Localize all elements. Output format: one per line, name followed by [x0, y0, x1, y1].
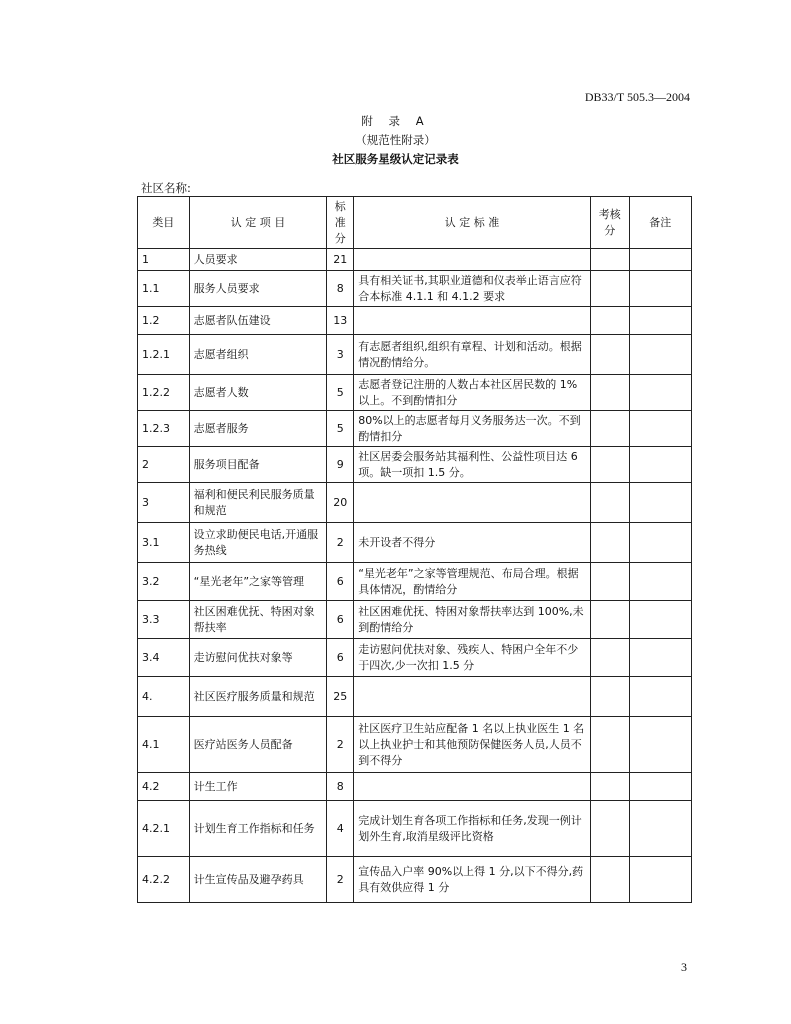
- standard-cell: 具有相关证书,其职业道德和仪表举止语言应符合本标准 4.1.1 和 4.1.2 要求: [354, 271, 591, 307]
- standard-cell: 社区居委会服务站其福利性、公益性项目达 6 项。缺一项扣 1.5 分。: [354, 447, 591, 483]
- category-cell: 3.3: [138, 601, 190, 639]
- score-cell: 2: [327, 523, 354, 563]
- table-row: [138, 801, 692, 857]
- category-cell: 4.2.1: [138, 801, 190, 857]
- form-title: 社区服务星级认定记录表: [332, 152, 459, 166]
- record-table: [137, 196, 692, 903]
- page-number: 3: [681, 960, 687, 974]
- note-cell: [629, 411, 691, 447]
- note-cell: [629, 447, 691, 483]
- exam-score-cell: [590, 375, 629, 411]
- header-row: [138, 197, 692, 249]
- score-cell: 4: [327, 801, 354, 857]
- item-cell: 走访慰问优扶对象等: [189, 639, 327, 677]
- header-score: 标准分: [327, 197, 354, 249]
- table-row: [138, 375, 692, 411]
- standard-cell: 志愿者登记注册的人数占本社区居民数的 1%以上。不到酌情扣分: [354, 375, 591, 411]
- category-cell: 3.4: [138, 639, 190, 677]
- item-cell: 服务项目配备: [189, 447, 327, 483]
- note-cell: [629, 307, 691, 335]
- note-cell: [629, 563, 691, 601]
- item-cell: 计生工作: [189, 773, 327, 801]
- standard-cell: 有志愿者组织,组织有章程、计划和活动。根据情况酌情给分。: [354, 335, 591, 375]
- appendix-title: 附 录 A: [361, 114, 430, 128]
- note-cell: [629, 523, 691, 563]
- item-cell: “星光老年”之家等管理: [189, 563, 327, 601]
- table-row: [138, 677, 692, 717]
- standard-cell: 社区困难优抚、特困对象帮扶率达到 100%,未到酌情给分: [354, 601, 591, 639]
- item-cell: 计划生育工作指标和任务: [189, 801, 327, 857]
- category-cell: 1: [138, 249, 190, 271]
- exam-score-cell: [590, 307, 629, 335]
- category-cell: 3.2: [138, 563, 190, 601]
- score-cell: 21: [327, 249, 354, 271]
- table-row: [138, 773, 692, 801]
- exam-score-cell: [590, 271, 629, 307]
- category-cell: 1.2.3: [138, 411, 190, 447]
- note-cell: [629, 639, 691, 677]
- standard-cell: 完成计划生育各项工作指标和任务,发现一例计划外生育,取消星级评比资格: [354, 801, 591, 857]
- exam-score-cell: [590, 857, 629, 903]
- category-cell: 4.: [138, 677, 190, 717]
- category-cell: 2: [138, 447, 190, 483]
- exam-score-cell: [590, 483, 629, 523]
- category-cell: 1.2: [138, 307, 190, 335]
- score-cell: 20: [327, 483, 354, 523]
- table-row: [138, 523, 692, 563]
- item-cell: 志愿者组织: [189, 335, 327, 375]
- item-cell: 人员要求: [189, 249, 327, 271]
- category-cell: 3.1: [138, 523, 190, 563]
- score-cell: 5: [327, 375, 354, 411]
- item-cell: 社区医疗服务质量和规范: [189, 677, 327, 717]
- exam-score-cell: [590, 773, 629, 801]
- score-cell: 6: [327, 639, 354, 677]
- category-cell: 4.2: [138, 773, 190, 801]
- note-cell: [629, 801, 691, 857]
- item-cell: 设立求助便民电话,开通服务热线: [189, 523, 327, 563]
- score-cell: 3: [327, 335, 354, 375]
- category-cell: 3: [138, 483, 190, 523]
- header-exam: 考核分: [590, 197, 629, 249]
- exam-score-cell: [590, 563, 629, 601]
- header-category: 类目: [138, 197, 190, 249]
- header-item: 认 定 项 目: [189, 197, 327, 249]
- standard-cell: [354, 307, 591, 335]
- item-cell: 社区困难优抚、特困对象帮扶率: [189, 601, 327, 639]
- note-cell: [629, 375, 691, 411]
- table-row: [138, 335, 692, 375]
- table-row: [138, 717, 692, 773]
- item-cell: 计生宣传品及避孕药具: [189, 857, 327, 903]
- item-cell: 志愿者队伍建设: [189, 307, 327, 335]
- category-cell: 1.2.2: [138, 375, 190, 411]
- score-cell: 6: [327, 563, 354, 601]
- note-cell: [629, 601, 691, 639]
- table-body: [138, 249, 692, 903]
- table-row: [138, 271, 692, 307]
- score-cell: 2: [327, 717, 354, 773]
- standard-cell: [354, 773, 591, 801]
- score-cell: 5: [327, 411, 354, 447]
- item-cell: 志愿者人数: [189, 375, 327, 411]
- category-cell: 1.1: [138, 271, 190, 307]
- item-cell: 服务人员要求: [189, 271, 327, 307]
- header-standard: 认 定 标 准: [354, 197, 591, 249]
- score-cell: 13: [327, 307, 354, 335]
- exam-score-cell: [590, 601, 629, 639]
- table-row: [138, 601, 692, 639]
- category-cell: 4.2.2: [138, 857, 190, 903]
- item-cell: 志愿者服务: [189, 411, 327, 447]
- table-row: [138, 483, 692, 523]
- standard-cell: 宣传品入户率 90%以上得 1 分,以下不得分,药具有效供应得 1 分: [354, 857, 591, 903]
- note-cell: [629, 857, 691, 903]
- appendix-nature: （规范性附录）: [355, 133, 436, 147]
- table-row: [138, 249, 692, 271]
- header-note: 备注: [629, 197, 691, 249]
- standard-cell: 走访慰问优扶对象、残疾人、特困户全年不少于四次,少一次扣 1.5 分: [354, 639, 591, 677]
- title-block: [0, 112, 791, 169]
- standard-cell: [354, 483, 591, 523]
- standard-cell: [354, 677, 591, 717]
- note-cell: [629, 483, 691, 523]
- item-cell: 医疗站医务人员配备: [189, 717, 327, 773]
- note-cell: [629, 677, 691, 717]
- note-cell: [629, 335, 691, 375]
- standard-cell: [354, 249, 591, 271]
- score-cell: 6: [327, 601, 354, 639]
- exam-score-cell: [590, 249, 629, 271]
- score-cell: 2: [327, 857, 354, 903]
- note-cell: [629, 249, 691, 271]
- note-cell: [629, 717, 691, 773]
- score-cell: 8: [327, 271, 354, 307]
- standard-cell: 未开设者不得分: [354, 523, 591, 563]
- exam-score-cell: [590, 523, 629, 563]
- score-cell: 8: [327, 773, 354, 801]
- table-row: [138, 411, 692, 447]
- standard-code: DB33/T 505.3—2004: [584, 90, 690, 104]
- table-row: [138, 447, 692, 483]
- exam-score-cell: [590, 639, 629, 677]
- score-cell: 9: [327, 447, 354, 483]
- table-row: [138, 857, 692, 903]
- standard-cell: “星光老年”之家等管理规范、布局合理。根据具体情况，酌情给分: [354, 563, 591, 601]
- community-name-label: 社区名称:: [141, 181, 191, 195]
- category-cell: 4.1: [138, 717, 190, 773]
- score-cell: 25: [327, 677, 354, 717]
- standard-cell: 社区医疗卫生站应配备 1 名以上执业医生 1 名以上执业护士和其他预防保健医务人员,人员不到不得分: [354, 717, 591, 773]
- exam-score-cell: [590, 447, 629, 483]
- table-row: [138, 639, 692, 677]
- category-cell: 1.2.1: [138, 335, 190, 375]
- exam-score-cell: [590, 717, 629, 773]
- standard-cell: 80%以上的志愿者每月义务服务达一次。不到酌情扣分: [354, 411, 591, 447]
- exam-score-cell: [590, 335, 629, 375]
- exam-score-cell: [590, 677, 629, 717]
- exam-score-cell: [590, 411, 629, 447]
- item-cell: 福利和便民利民服务质量和规范: [189, 483, 327, 523]
- table-row: [138, 563, 692, 601]
- note-cell: [629, 773, 691, 801]
- table-row: [138, 307, 692, 335]
- exam-score-cell: [590, 801, 629, 857]
- note-cell: [629, 271, 691, 307]
